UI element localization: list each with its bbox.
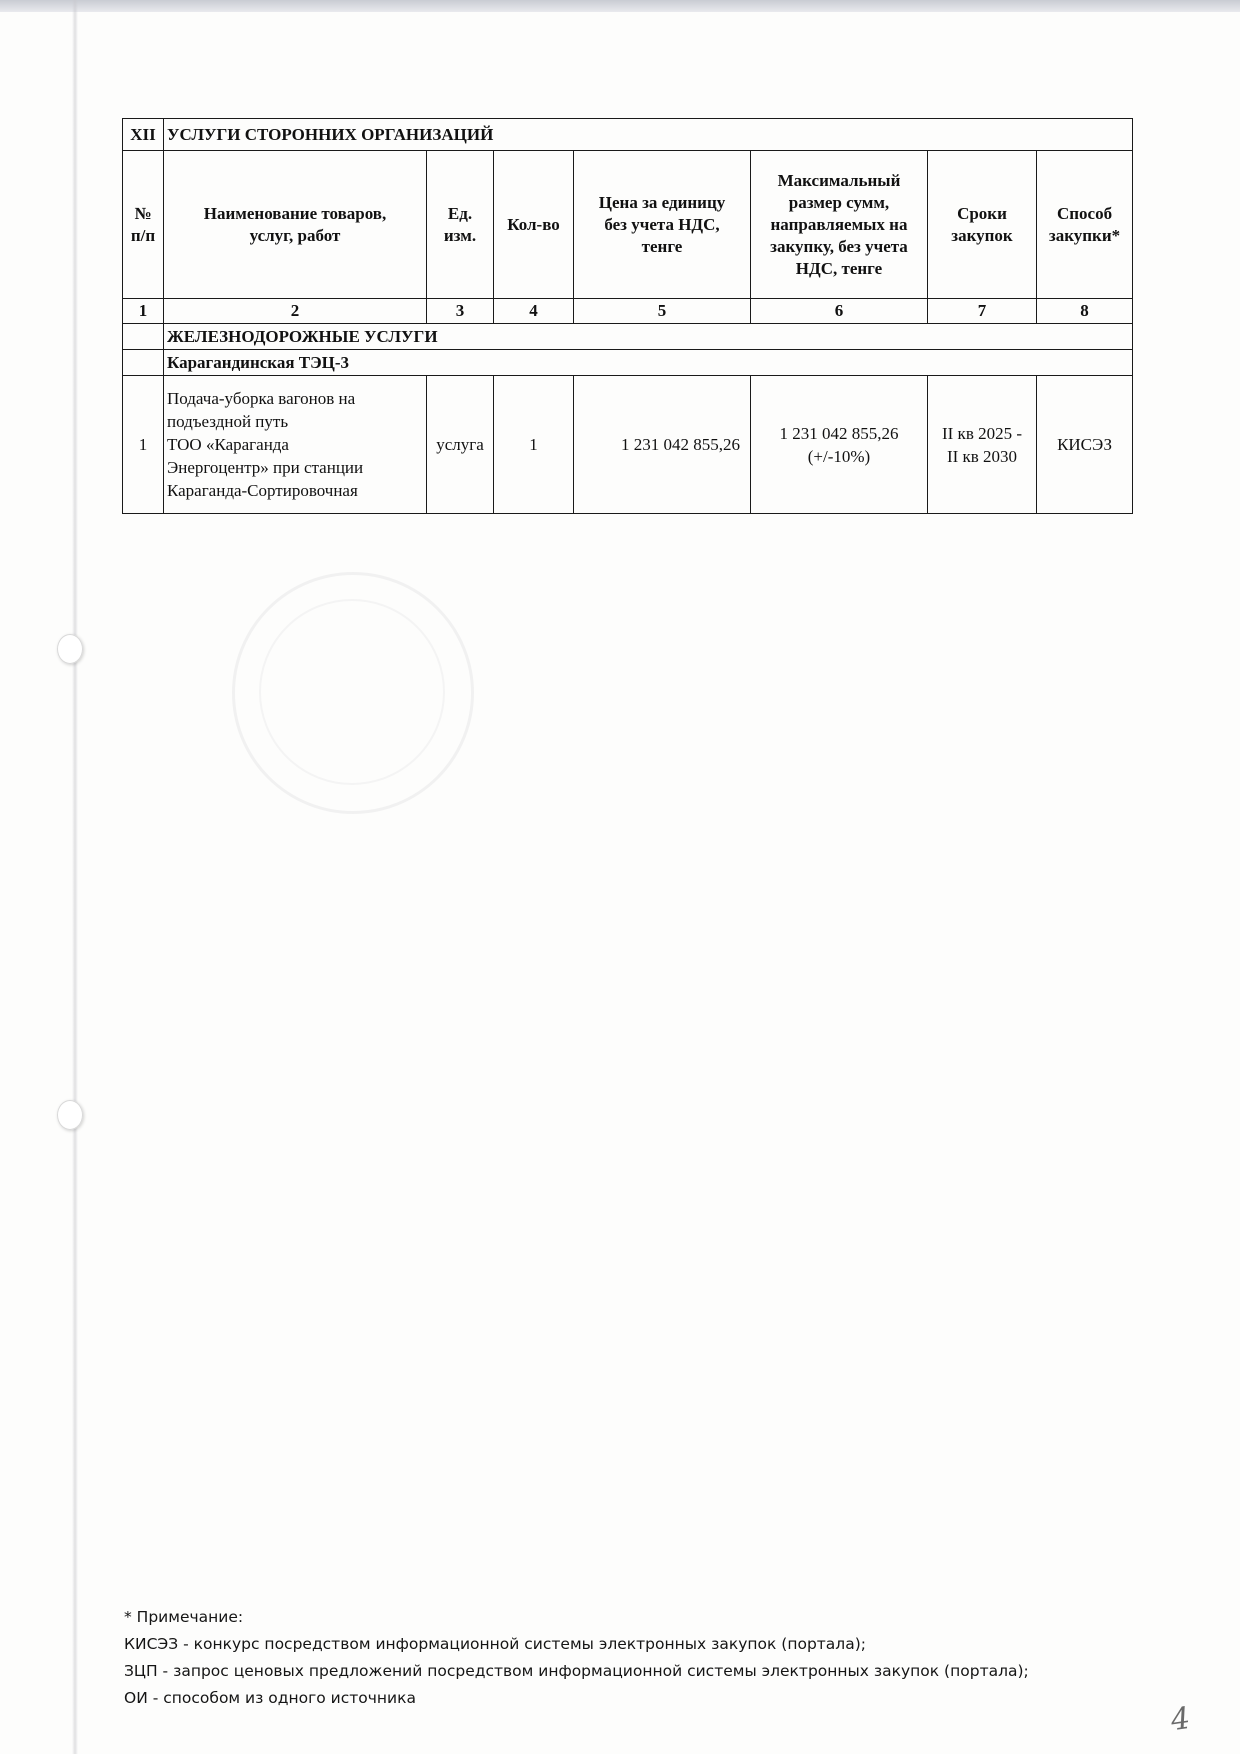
subcategory-title: Карагандинская ТЭЦ-3 [164, 350, 1133, 376]
column-index: 2 [164, 299, 427, 324]
section-title: УСЛУГИ СТОРОННИХ ОРГАНИЗАЦИЙ [164, 119, 1133, 151]
footnote [124, 1604, 1029, 1712]
header-name: Наименование товаров, услуг, работ [164, 151, 427, 299]
row-price: 1 231 042 855,26 [574, 376, 751, 514]
row-unit: услуга [427, 376, 494, 514]
category-title: ЖЕЛЕЗНОДОРОЖНЫЕ УСЛУГИ [164, 324, 1133, 350]
header-price: Цена за единицу без учета НДС, тенге [574, 151, 751, 299]
handwritten-page-number: 4 [1168, 1700, 1193, 1739]
column-index-row [123, 299, 1133, 324]
binding-margin-line [72, 0, 78, 1754]
category-row [123, 324, 1133, 350]
column-index: 3 [427, 299, 494, 324]
row-item-name: Подача-уборка вагонов на подъездной путь ТОО «Караганда Энергоцентр» при станции Караганда-Сортировочная [164, 376, 427, 514]
row-qty: 1 [494, 376, 574, 514]
footnote-line: ОИ - способом из одного источника [124, 1689, 416, 1707]
header-num: № п/п [123, 151, 164, 299]
footnote-line: КИСЭЗ - конкурс посредством информационной системы электронных закупок (портала); [124, 1635, 866, 1653]
footnote-line: ЗЦП - запрос ценовых предложений посредством информационной системы электронных закупок (портала); [124, 1662, 1029, 1680]
column-index: 8 [1037, 299, 1133, 324]
header-unit: Ед. изм. [427, 151, 494, 299]
column-index: 7 [928, 299, 1037, 324]
column-index: 6 [751, 299, 928, 324]
row-method: КИСЭЗ [1037, 376, 1133, 514]
header-period: Сроки закупок [928, 151, 1037, 299]
table-row [123, 376, 1133, 514]
row-period: II кв 2025 - II кв 2030 [928, 376, 1037, 514]
row-number: 1 [123, 376, 164, 514]
column-index: 1 [123, 299, 164, 324]
procurement-table [122, 118, 1133, 514]
column-index: 5 [574, 299, 751, 324]
header-qty: Кол-во [494, 151, 574, 299]
footnote-title: * Примечание: [124, 1608, 244, 1626]
punch-hole-top [57, 634, 83, 664]
column-header-row [123, 151, 1133, 299]
faded-stamp [232, 572, 474, 814]
section-header-row [123, 119, 1133, 151]
punch-hole-bottom [57, 1100, 83, 1130]
subcategory-row [123, 350, 1133, 376]
scan-edge [0, 0, 1240, 12]
header-max-amount: Максимальный размер сумм, направляемых на закупку, без учета НДС, тенге [751, 151, 928, 299]
row-max-amount: 1 231 042 855,26 (+/-10%) [751, 376, 928, 514]
column-index: 4 [494, 299, 574, 324]
header-method: Способ закупки* [1037, 151, 1133, 299]
section-number: XII [123, 119, 164, 151]
